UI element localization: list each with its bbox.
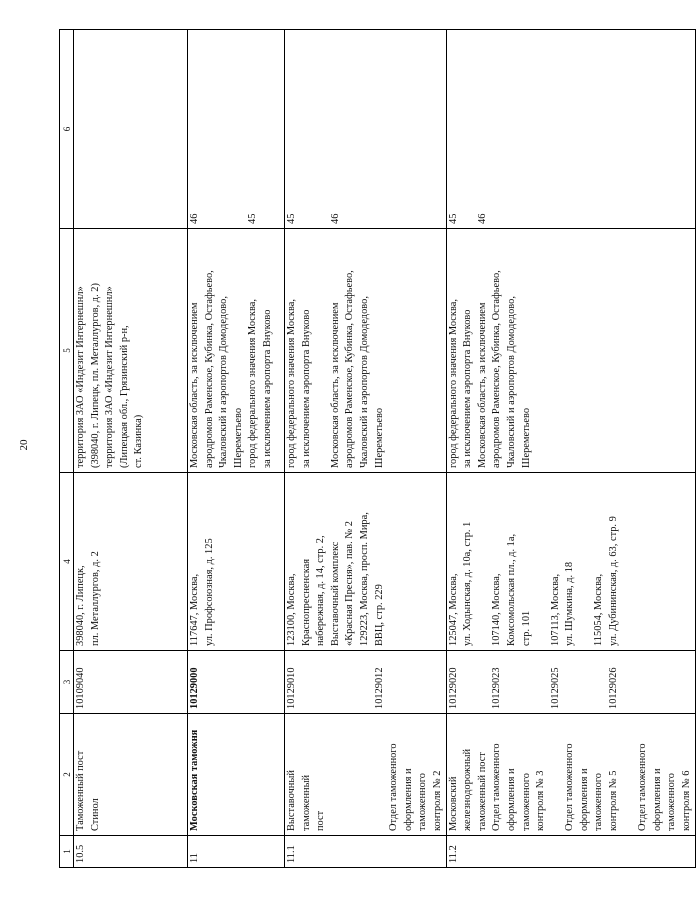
- col6-cell: 45 46: [285, 30, 447, 229]
- table-row: [188, 30, 285, 868]
- header-col-6: 6: [60, 30, 74, 229]
- header-row: [60, 30, 74, 868]
- row-number: 10.5: [74, 836, 188, 868]
- page-number: 20: [18, 439, 30, 451]
- table-row: [74, 30, 188, 868]
- post-address: 398040, г. Липецк, пл. Металлургов, д. 2: [74, 473, 188, 651]
- post-address: 123100, Москва, Краснопресненская набережная, д. 14, стр. 2, Выставочный комплекс «Красная Пресня», пав. № 2 129223, Москва, просп. Мира, ВВЦ, стр. 229: [285, 473, 447, 651]
- col6-cell: 45 46: [446, 30, 695, 229]
- post-code: 10129010 10129012: [285, 651, 447, 714]
- table-row: [446, 30, 695, 868]
- row-number: 11: [188, 836, 285, 868]
- post-name: Выставочный таможенный пост Отдел таможенного оформления и таможенного контроля № 2: [285, 714, 447, 836]
- post-address: 125047, Москва, ул. Ходынская, д. 10а, стр. 1 107140, Москва, Комсомольская пл., д. 1а, стр. 101 107113, Москва, ул. Шумкина, д. 18 115054, Москва, ул. Дубининская, д. 63, стр. 9: [446, 473, 695, 651]
- region-description: город федерального значения Москва, за исключением аэропорта Внуково Московская область, за исключением аэродромов Раменское, Кубинка, Остафьево, Чкаловский и аэропортов Домодедово, Шереметьево: [285, 229, 447, 473]
- col6-cell: [74, 30, 188, 229]
- col6-cell: 46 45: [188, 30, 285, 229]
- region-description: территория ЗАО «Индезит Интернешнл» (398040, г. Липецк, пл. Металлургов, д. 2) территория ЗАО «Индезит Интернешнл» (Липецкая обл., Грязинский р-н, ст. Казинка): [74, 229, 188, 473]
- rotated-table-wrapper: [59, 30, 693, 868]
- post-name: Московская таможня: [188, 714, 285, 836]
- header-col-2: 2: [60, 714, 74, 836]
- header-col-5: 5: [60, 229, 74, 473]
- post-code: 10129020 10129023 10129025 10129026: [446, 651, 695, 714]
- post-name: Московский железнодорожный таможенный пост Отдел таможенного оформления и таможенного контроля № 3 Отдел таможенного оформления и таможенного контроля № 5 Отдел таможенного оформления и таможенного контроля № 6: [446, 714, 695, 836]
- row-number: 11.2: [446, 836, 695, 868]
- region-description: город федерального значения Москва, за исключением аэропорта Внуково Московская область, за исключением аэродромов Раменское, Кубинка, Остафьево, Чкаловский и аэропортов Домодедово, Шереметьево: [446, 229, 695, 473]
- post-code: 10109040: [74, 651, 188, 714]
- header-col-4: 4: [60, 473, 74, 651]
- region-description: Московская область, за исключением аэродромов Раменское, Кубинка, Остафьево, Чкаловский и аэропортов Домодедово, Шереметьево город федерального значения Москва, за исключением аэропорта Внуково: [188, 229, 285, 473]
- post-address: 117647, Москва, ул. Профсоюзная, д. 125: [188, 473, 285, 651]
- row-number: 11.1: [285, 836, 447, 868]
- table-row: [285, 30, 447, 868]
- header-col-1: 1: [60, 836, 74, 868]
- header-col-3: 3: [60, 651, 74, 714]
- post-code: 10129000: [188, 651, 285, 714]
- post-name: Таможенный пост Стинол: [74, 714, 188, 836]
- customs-table: [59, 29, 696, 868]
